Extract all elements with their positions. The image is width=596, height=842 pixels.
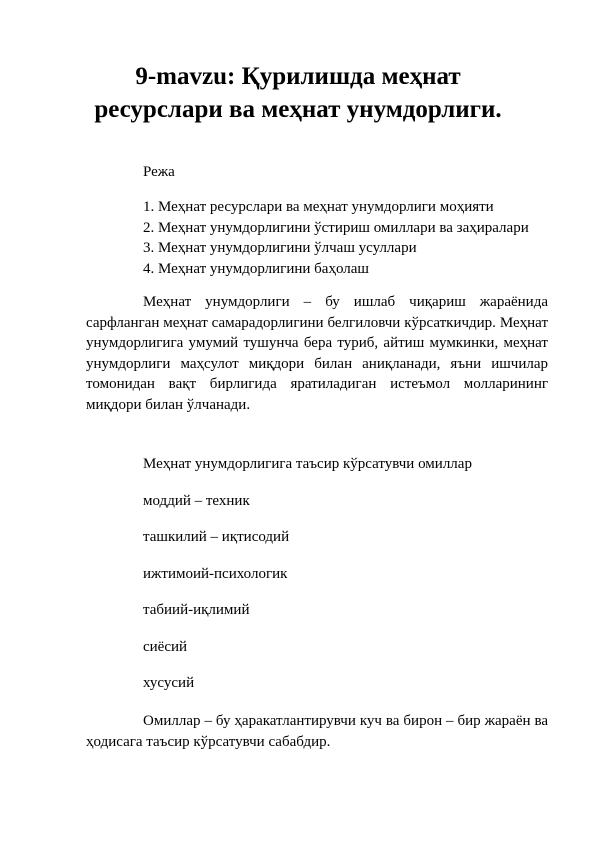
factor-item: моддий – техник — [143, 493, 250, 509]
factor-item: ташкилий – иқтисодий — [143, 529, 290, 545]
title-line-1: 9-mavzu: Қурилишда меҳнат — [135, 63, 461, 90]
factors-definition-paragraph: Омиллар – бу ҳаракатлантирувчи куч ва бирон – бир жараён ва ҳодисага таъсир кўрсатувчи сабабдир. — [86, 713, 548, 750]
plan-item: 1. Меҳнат ресурслари ва меҳнат унумдорлиги моҳияти — [143, 199, 494, 215]
plan-item: 3. Меҳнат унумдорлигини ўлчаш усуллари — [143, 240, 417, 256]
factor-item: табиий-иқлимий — [143, 602, 250, 618]
title-line-2: ресурслари ва меҳнат унумдорлиги. — [94, 96, 502, 123]
plan-heading: Режа — [143, 164, 175, 180]
factor-item: хусусий — [143, 675, 195, 691]
definition-paragraph: Меҳнат унумдорлиги – бу ишлаб чиқариш жараёнида сарфланган меҳнат самарадорлигини белгиловчи кўрсаткичдир. Меҳнат унумдорлигига умумий тушунча бера туриб, айтиш мумкинки, меҳнат унумдорлиги маҳсулот миқдори билан аниқланади, яъни ишчилар томонидан вақт бирлигида яратиладиган истеъмол молларининг миқдори билан ўлчанади. — [86, 294, 548, 413]
plan-list — [143, 197, 529, 279]
factors-heading: Меҳнат унумдорлигига таъсир кўрсатувчи омиллар — [143, 456, 472, 472]
factor-item: ижтимоий-психологик — [143, 566, 288, 582]
factor-item: сиёсий — [143, 639, 188, 655]
page-title — [60, 60, 536, 126]
plan-item: 2. Меҳнат унумдорлигини ўстириш омиллари ва заҳиралари — [143, 219, 529, 236]
plan-item: 4. Меҳнат унумдорлигини баҳолаш — [143, 260, 369, 277]
